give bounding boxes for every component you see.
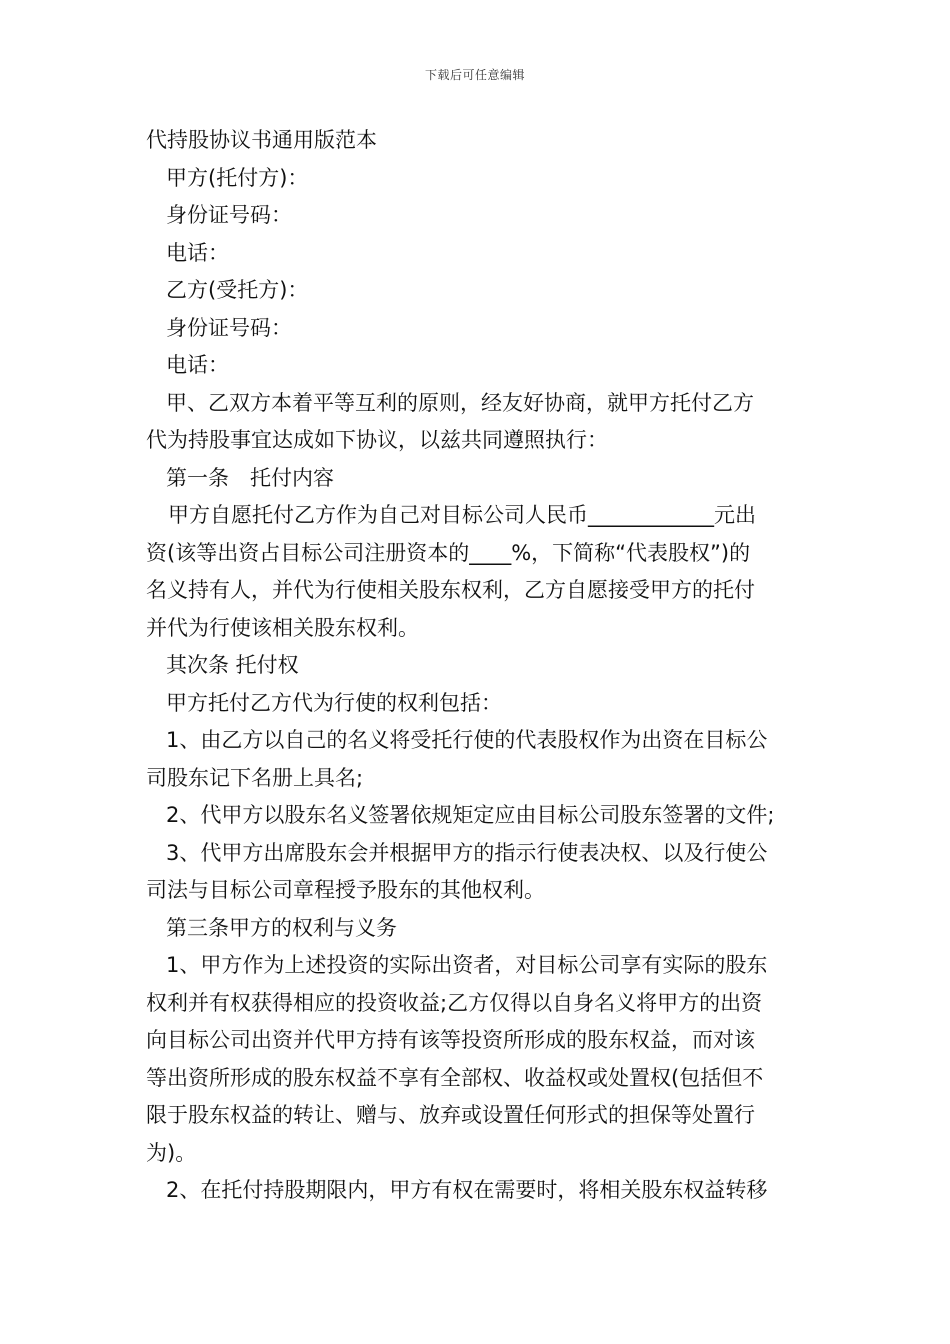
article-1-heading: 第一条 托付内容 — [166, 465, 334, 490]
preamble-line: 甲、乙双方本着平等互利的原则，经友好协商，就甲方托付乙方 — [166, 390, 754, 415]
header-note: 下载后可任意编辑 — [424, 68, 525, 82]
article-3-item-1: 限于股东权益的转让、赠与、放弃或设置任何形式的担保等处置行 — [146, 1103, 755, 1127]
article-2-item-1: 司股东记下名册上具名; — [146, 765, 364, 790]
article-1-text: 资(该等出资占目标公司注册资本的____%，下简称“代表股权”)的 — [146, 540, 751, 565]
article-2-item-2: 2、代甲方以股东名义签署依规矩定应由目标公司股东签署的文件; — [166, 803, 775, 827]
document-body — [146, 122, 808, 1210]
article-3-item-1: 为)。 — [146, 1140, 197, 1165]
party-b-label: 乙方(受托方)： — [166, 278, 309, 302]
article-2-intro: 甲方托付乙方代为行使的权利包括： — [166, 690, 502, 715]
article-2-item-3: 3、代甲方出席股东会并根据甲方的指示行使表决权、以及行使公 — [166, 840, 768, 865]
article-1-text: 名义持有人，并代为行使相关股东权利，乙方自愿接受甲方的托付 — [146, 578, 755, 602]
article-3-item-1: 等出资所形成的股东权益不享有全部权、收益权或处置权(包括但不 — [146, 1065, 764, 1090]
article-1-text: 并代为行使该相关股东权利。 — [146, 615, 419, 640]
party-a-phone-label: 电话： — [166, 240, 229, 265]
article-3-heading: 第三条甲方的权利与义务 — [166, 915, 397, 940]
party-b-id-label: 身份证号码： — [166, 315, 292, 340]
party-a-label: 甲方(托付方)： — [166, 165, 309, 190]
article-3-item-1: 向目标公司出资并代甲方持有该等投资所形成的股东权益，而对该 — [146, 1028, 755, 1052]
document-title: 代持股协议书通用版范本 — [146, 128, 377, 152]
article-3-item-1: 权利并有权获得相应的投资收益;乙方仅得以自身名义将甲方的出资 — [146, 990, 763, 1015]
preamble-line: 代为持股事宜达成如下协议，以兹共同遵照执行： — [146, 428, 608, 452]
article-3-item-1: 1、甲方作为上述投资的实际出资者，对目标公司享有实际的股东 — [166, 953, 768, 977]
article-2-item-1: 1、由乙方以自己的名义将受托行使的代表股权作为出资在目标公 — [166, 728, 768, 752]
party-a-id-label: 身份证号码： — [166, 203, 292, 227]
article-2-item-3: 司法与目标公司章程授予股东的其他权利。 — [146, 878, 545, 902]
article-3-item-2: 2、在托付持股期限内，甲方有权在需要时，将相关股东权益转移 — [166, 1178, 768, 1202]
article-2-heading: 其次条 托付权 — [166, 653, 299, 677]
article-1-text: 甲方自愿托付乙方作为自己对目标公司人民币____________元出 — [168, 503, 756, 527]
party-b-phone-label: 电话： — [166, 353, 229, 377]
